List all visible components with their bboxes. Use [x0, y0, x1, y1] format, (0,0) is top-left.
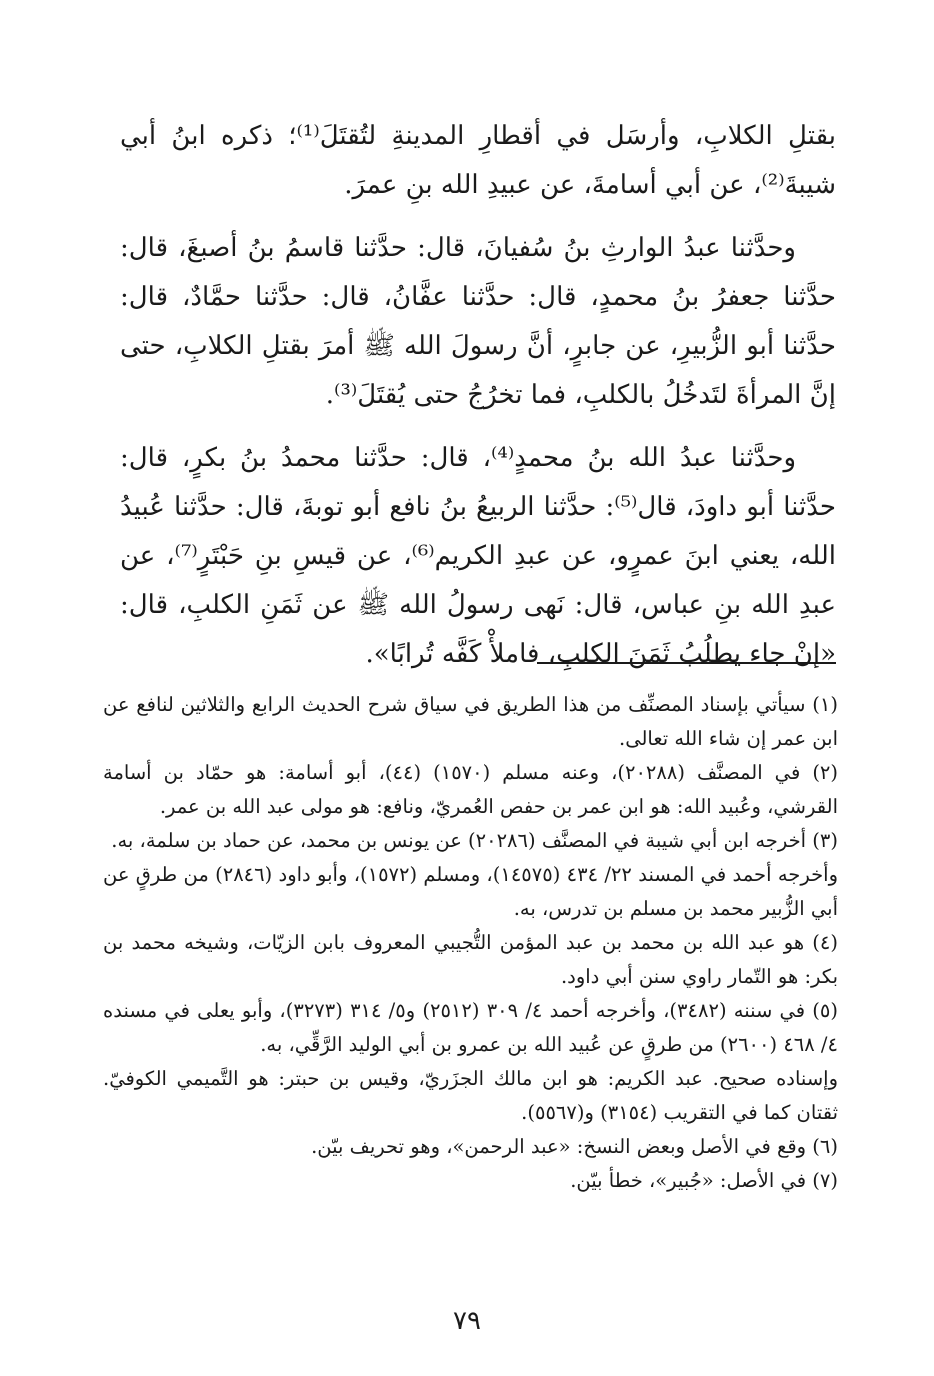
footnote-4: (٤) هو عبد الله بن محمد بن عبد المؤمن التُّجيبي المعروف بابن الزيّات، وشيخه محمد بن بكر: هو التّمار راوي سنن أبي داود. — [103, 931, 838, 988]
page-number: ٧٩ — [453, 1306, 481, 1336]
paragraph-2: وحدَّثنا عبدُ الوارثِ بنُ سُفيانَ، قال: حدَّثنا قاسمُ بنُ أصبغَ، قال: حدَّثنا جعفرُ بنُ محمدٍ، قال: حدَّثنا عفَّانُ، قال: حدَّثنا حمَّادٌ، قال: حدَّثنا أبو الزُّبيرِ، عن جابرٍ، أنَّ رسولَ الله ﷺ أمرَ بقتلِ الكلابِ، حتى إنَّ المرأةَ لتَدخُلُ بالكلبِ، فما تخرُجُ حتى يُقتَلَ⁽³⁾. — [120, 233, 836, 410]
footnote-separator — [537, 662, 836, 664]
footnote-2: (٢) في المصنَّف (٢٠٢٨٨)، وعنه مسلم (١٥٧٠) (٤٤)، أبو أسامة: هو حمّاد بن أسامة القرشي، وعُبيد الله: هو ابن عمر بن حفص العُمريّ، ونافع: هو مولى عبد الله بن عمر. — [103, 761, 839, 818]
footnote-7: (٧) في الأصل: «جُبير»، خطأ بيّن. — [570, 1169, 838, 1192]
paragraph-3: وحدَّثنا عبدُ الله بنُ محمدٍ⁽⁴⁾، قال: حدَّثنا محمدُ بنُ بكرٍ، قال: حدَّثنا أبو داودَ، قال⁽⁵⁾: حدَّثنا الربيعُ بنُ نافع أبو توبةَ، قال: حدَّثنا عُبيدُ الله، يعني ابنَ عمرٍو، عن عبدِ الكريم⁽⁶⁾، عن قيسِ بنِ حَبْتَرٍ⁽⁷⁾، عن عبدِ الله بنِ عباس، قال: نَهى رسولُ الله ﷺ عن ثَمَنِ الكلبِ، قال: «إنْ جاء يطلُبُ ثَمَنَ الكلبِ، فاملأْ كَفَّه تُرابًا». — [120, 443, 836, 669]
footnote-3-continued: وأخرجه أحمد في المسند ٢٢/ ٤٣٤ (١٤٥٧٥)، ومسلم (١٥٧٢)، وأبو داود (٢٨٤٦) من طرقٍ عن أبي الزُّبير محمد بن مسلم بن تدرس، به. — [103, 863, 838, 920]
footnotes — [103, 688, 838, 1198]
footnote-5-continued: وإسناده صحيح. عبد الكريم: هو ابن مالك الجزَريّ، وقيس بن حبتر: هو التَّميمي الكوفيّ. ثقتان كما في التقريب (٣١٥٤) و(٥٥٦٧). — [103, 1067, 838, 1124]
footnote-1: (١) سيأتي بإسناد المصنِّف من هذا الطريق في سياق شرح الحديث الرابع والثلاثين لنافع عن ابن عمر إن شاء الله تعالى. — [103, 693, 838, 750]
paragraph-1: بقتلِ الكلابِ، وأرسَل في أقطارِ المدينةِ لتُقتَلَ⁽¹⁾؛ ذكره ابنُ أبي شيبةَ⁽²⁾، عن أبي أسامةَ، عن عبيدِ الله بنِ عمرَ. — [120, 121, 836, 200]
main-text — [120, 112, 836, 679]
footnote-6: (٦) وقع في الأصل وبعض النسخ: «عبد الرحمن»، وهو تحريف بيّن. — [311, 1135, 838, 1158]
footnote-3: (٣) أخرجه ابن أبي شيبة في المصنَّف (٢٠٢٨٦) عن يونس بن محمد، عن حماد بن سلمة، به. — [111, 829, 838, 852]
footnote-5: (٥) في سننه (٣٤٨٢)، وأخرجه أحمد ٤/ ٣٠٩ (٢٥١٢) و٥/ ٣١٤ (٣٢٧٣)، وأبو يعلى في مسنده ٤/ ٤٦٨ (٢٦٠٠) من طرقٍ عن عُبيد الله بن عمرو بن أبي الوليد الرَّقِّي، به. — [103, 999, 839, 1056]
